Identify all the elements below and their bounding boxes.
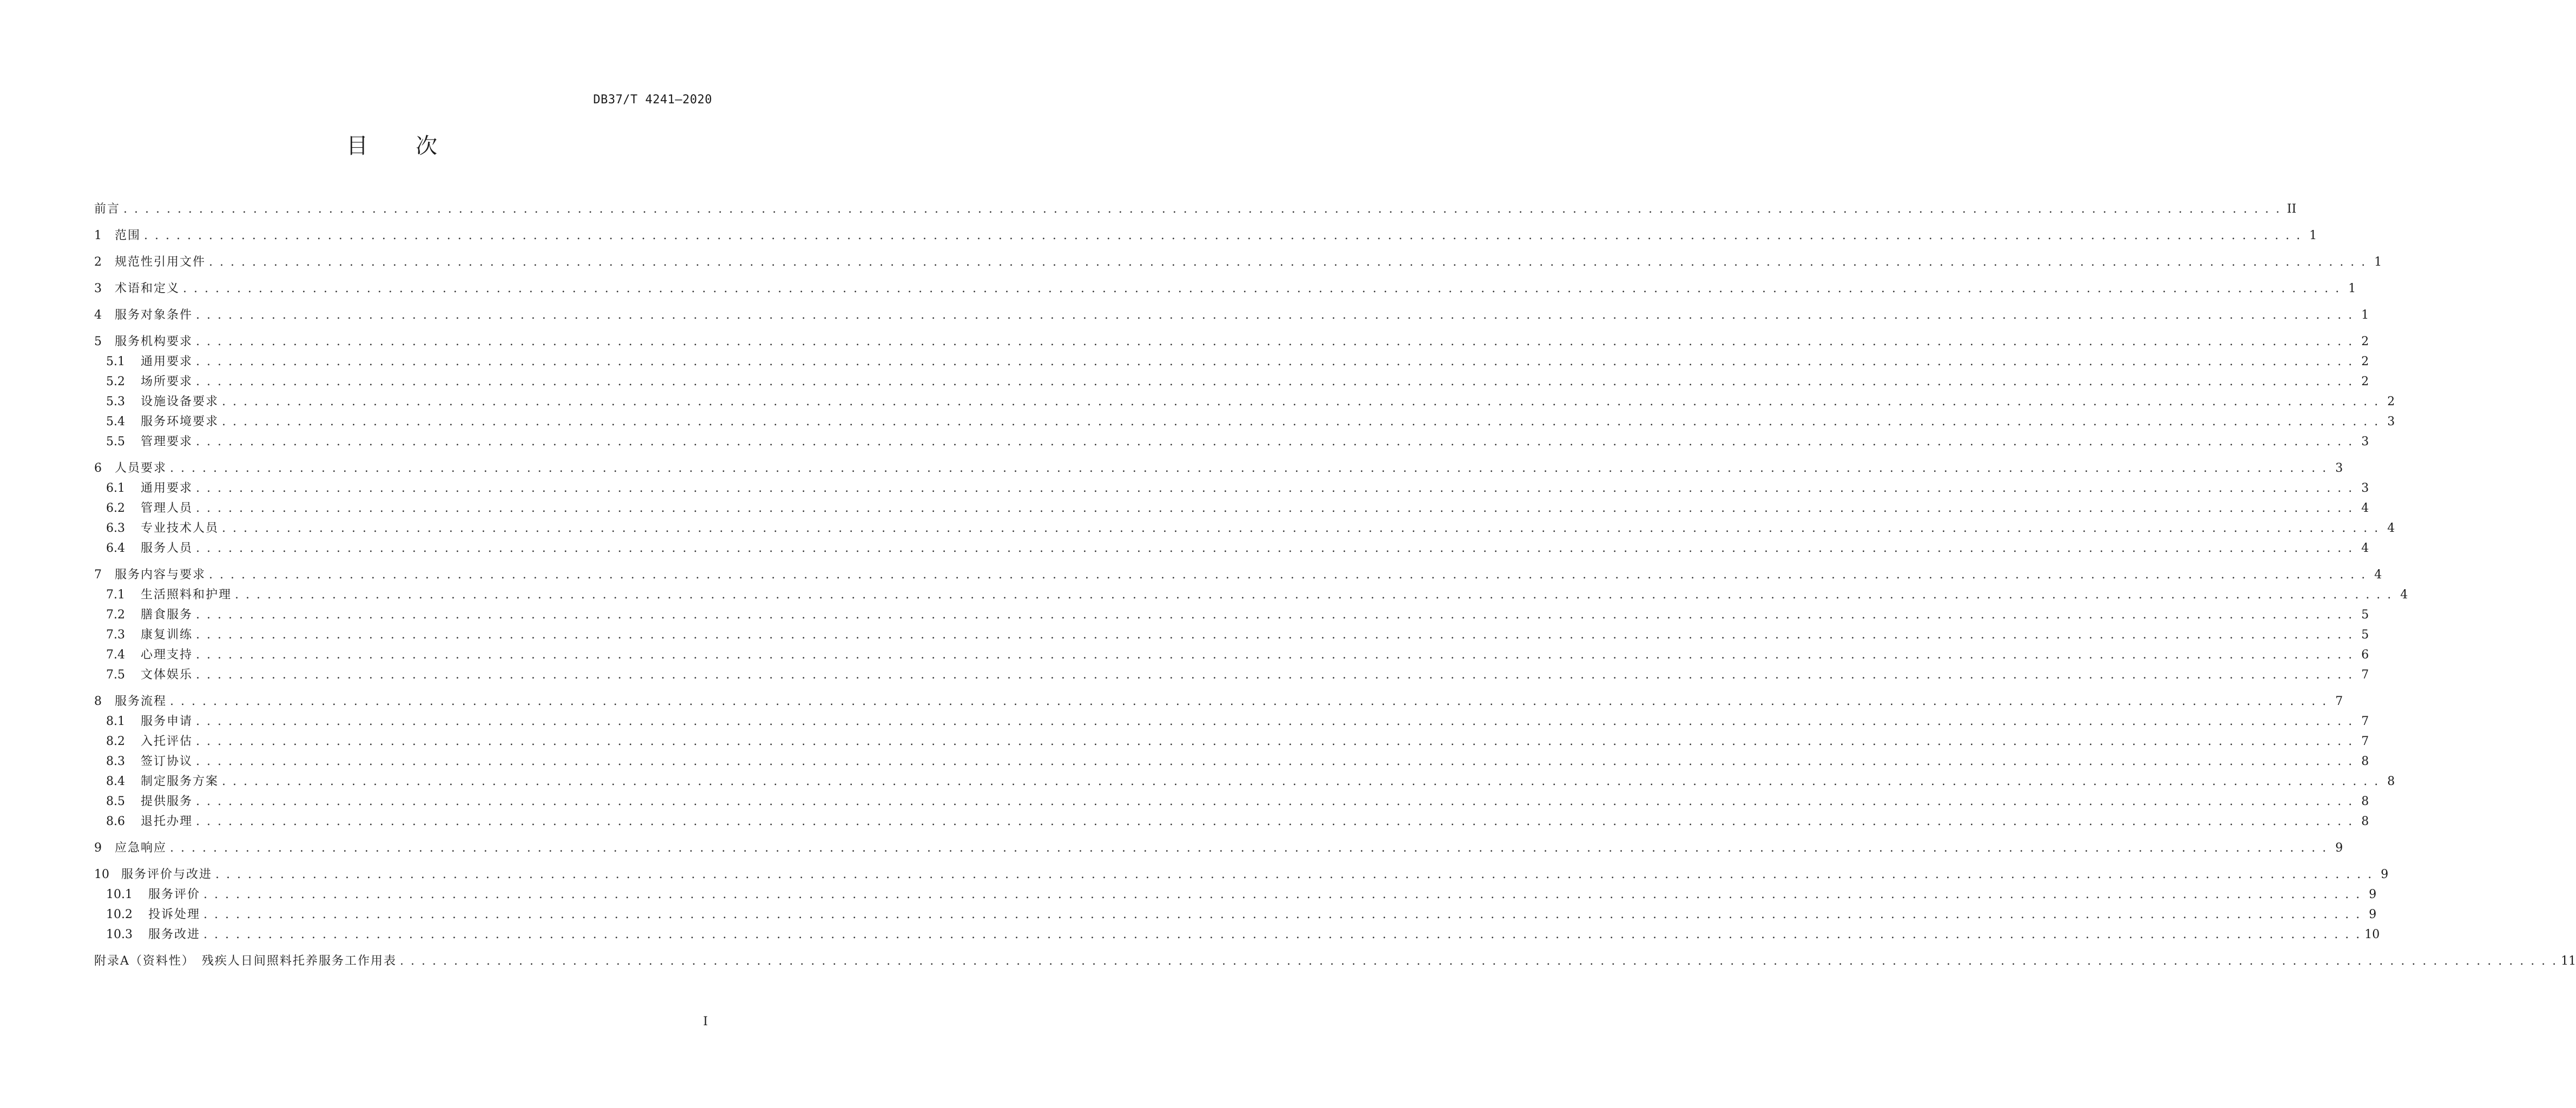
toc-entry-number: 8.1 [106,715,125,728]
toc-entry-label: 服务流程 [115,695,167,708]
toc-entry[interactable] [106,774,2395,790]
toc-entry-number: 8.2 [106,735,125,748]
toc-entry[interactable] [94,254,2382,271]
toc-entry-label: 设施设备要求 [141,395,219,408]
toc-dot-leader: . . . . . . . . . . . . . . . . . . . . . . . . . . . . . . . . . . . . . . . . . . . . . . . . . . . . . . . . . . . . . . . . . . . . . . . . . . . . . . . . . . . . . . . . . . . . . . . . . . . . . . . . . . . . . . . . . . . . . . . . . . . . . . . . . . . . . . . . . . . . . . . . . . . . . . . . . . . . . . . . . . . . . . . . . . . . . . . . . . . . . . . . . . . . . . . . . . . . . . . . [222,395,2380,408]
toc-dot-leader: . . . . . . . . . . . . . . . . . . . . . . . . . . . . . . . . . . . . . . . . . . . . . . . . . . . . . . . . . . . . . . . . . . . . . . . . . . . . . . . . . . . . . . . . . . . . . . . . . . . . . . . . . . . . . . . . . . . . . . . . . . . . . . . . . . . . . . . . . . . . . . . . . . . . . . . . . . . . . . . . . . . . . . . . . . . . . . . . . . . . . . . . . . . . . . . . . . . . . . . . [196,628,2354,642]
toc-entry[interactable] [106,607,2369,623]
toc-entry[interactable] [106,374,2369,390]
toc-entry-label: 康复训练 [141,628,193,642]
toc-dot-leader: . . . . . . . . . . . . . . . . . . . . . . . . . . . . . . . . . . . . . . . . . . . . . . . . . . . . . . . . . . . . . . . . . . . . . . . . . . . . . . . . . . . . . . . . . . . . . . . . . . . . . . . . . . . . . . . . . . . . . . . . . . . . . . . . . . . . . . . . . . . . . . . . . . . . . . . . . . . . . . . . . . . . . . . . . . . . . . . . . . . . . . . . . . . . . . . . . . . . . . . . [196,335,2354,348]
toc-entry-number: 7.2 [106,608,125,622]
toc-entry-page: 9 [2369,908,2377,921]
toc-entry-page: 4 [2361,502,2369,515]
toc-entry-number: 5.4 [106,415,125,428]
toc-entry-number: 4 [94,308,102,322]
toc-entry-number: 10 [94,868,109,881]
toc-entry[interactable] [106,354,2369,370]
toc-entry-page: 9 [2335,841,2343,855]
toc-entry-page: 4 [2361,542,2369,555]
toc-entry[interactable] [94,567,2382,583]
toc-entry-page: 2 [2361,335,2369,348]
title-char-1: 目 [346,134,368,159]
toc-entry[interactable] [106,927,2380,943]
page-number: I [703,1015,708,1028]
toc-entry-page: 9 [2369,888,2377,901]
toc-entry[interactable] [106,714,2369,730]
toc-entry-label: 签订协议 [141,755,193,768]
toc-entry[interactable] [106,754,2369,770]
toc-dot-leader: . . . . . . . . . . . . . . . . . . . . . . . . . . . . . . . . . . . . . . . . . . . . . . . . . . . . . . . . . . . . . . . . . . . . . . . . . . . . . . . . . . . . . . . . . . . . . . . . . . . . . . . . . . . . . . . . . . . . . . . . . . . . . . . . . . . . . . . . . . . . . . . . . . . . . . . . . . . . . . . . . . . . . . . . . . . . . . . . . . . . . . . . . . . . . . . . . . . . . . . . [203,908,2362,921]
toc-entry-page: 7 [2361,668,2369,682]
toc-entry[interactable] [106,480,2369,497]
toc-dot-leader: . . . . . . . . . . . . . . . . . . . . . . . . . . . . . . . . . . . . . . . . . . . . . . . . . . . . . . . . . . . . . . . . . . . . . . . . . . . . . . . . . . . . . . . . . . . . . . . . . . . . . . . . . . . . . . . . . . . . . . . . . . . . . . . . . . . . . . . . . . . . . . . . . . . . . . . . . . . . . . . . . . . . . . . . . . . . . . . . . . . . . . . . . . . . . . . . . . . . . . . . [123,202,2282,216]
toc-entry-page: 8 [2361,815,2369,828]
toc-entry-label: 文体娱乐 [141,668,193,682]
toc-entry-number: 6 [94,461,102,475]
toc-entry-label: 专业技术人员 [141,522,219,535]
toc-dot-leader: . . . . . . . . . . . . . . . . . . . . . . . . . . . . . . . . . . . . . . . . . . . . . . . . . . . . . . . . . . . . . . . . . . . . . . . . . . . . . . . . . . . . . . . . . . . . . . . . . . . . . . . . . . . . . . . . . . . . . . . . . . . . . . . . . . . . . . . . . . . . . . . . . . . . . . . . . . . . . . . . . . . . . . . . . . . . . . . . . . . . . . . . . . . . . . . . . . . . . . . . [196,355,2354,368]
toc-dot-leader: . . . . . . . . . . . . . . . . . . . . . . . . . . . . . . . . . . . . . . . . . . . . . . . . . . . . . . . . . . . . . . . . . . . . . . . . . . . . . . . . . . . . . . . . . . . . . . . . . . . . . . . . . . . . . . . . . . . . . . . . . . . . . . . . . . . . . . . . . . . . . . . . . . . . . . . . . . . . . . . . . . . . . . . . . . . . . . . . . . . . . . . . . . . . . . . . . . . . . . . . [222,775,2380,788]
toc-entry-label: 服务申请 [141,715,193,728]
toc-dot-leader: . . . . . . . . . . . . . . . . . . . . . . . . . . . . . . . . . . . . . . . . . . . . . . . . . . . . . . . . . . . . . . . . . . . . . . . . . . . . . . . . . . . . . . . . . . . . . . . . . . . . . . . . . . . . . . . . . . . . . . . . . . . . . . . . . . . . . . . . . . . . . . . . . . . . . . . . . . . . . . . . . . . . . . . . . . . . . . . . . . . . . . . . . . . . . . . . . . . . . . . . [196,755,2354,768]
toc-entry-number: 7 [94,568,102,582]
toc-entry[interactable] [106,500,2369,517]
toc-dot-leader: . . . . . . . . . . . . . . . . . . . . . . . . . . . . . . . . . . . . . . . . . . . . . . . . . . . . . . . . . . . . . . . . . . . . . . . . . . . . . . . . . . . . . . . . . . . . . . . . . . . . . . . . . . . . . . . . . . . . . . . . . . . . . . . . . . . . . . . . . . . . . . . . . . . . . . . . . . . . . . . . . . . . . . . . . . . . . . . . . . . . . . . . . . . . . . . . . . . . . . . . [196,735,2354,748]
toc-entry-label: 通用要求 [141,355,193,368]
toc-entry-page: 4 [2400,588,2408,602]
toc-entry-page: 7 [2335,695,2343,708]
toc-entry-number: 2 [94,255,102,269]
toc-entry-number: 10.1 [106,888,133,901]
toc-dot-leader: . . . . . . . . . . . . . . . . . . . . . . . . . . . . . . . . . . . . . . . . . . . . . . . . . . . . . . . . . . . . . . . . . . . . . . . . . . . . . . . . . . . . . . . . . . . . . . . . . . . . . . . . . . . . . . . . . . . . . . . . . . . . . . . . . . . . . . . . . . . . . . . . . . . . . . . . . . . . . . . . . . . . . . . . . . . . . . . . . . . . . . . . . . . . . . . . . . . . . . . . [196,715,2354,728]
toc-dot-leader: . . . . . . . . . . . . . . . . . . . . . . . . . . . . . . . . . . . . . . . . . . . . . . . . . . . . . . . . . . . . . . . . . . . . . . . . . . . . . . . . . . . . . . . . . . . . . . . . . . . . . . . . . . . . . . . . . . . . . . . . . . . . . . . . . . . . . . . . . . . . . . . . . . . . . . . . . . . . . . . . . . . . . . . . . . . . . . . . . . . . . . . . . . . . . . . . . . . . . . . . [170,841,2328,855]
toc-entry-number: 7.3 [106,628,125,642]
toc-entry-page: 8 [2387,775,2395,788]
toc-entry[interactable] [106,734,2369,750]
toc-dot-leader: . . . . . . . . . . . . . . . . . . . . . . . . . . . . . . . . . . . . . . . . . . . . . . . . . . . . . . . . . . . . . . . . . . . . . . . . . . . . . . . . . . . . . . . . . . . . . . . . . . . . . . . . . . . . . . . . . . . . . . . . . . . . . . . . . . . . . . . . . . . . . . . . . . . . . . . . . . . . . . . . . . . . . . . . . . . . . . . . . . . . . . . . . . . . . . . . . . . . . . . . [215,868,2374,881]
toc-dot-leader: . . . . . . . . . . . . . . . . . . . . . . . . . . . . . . . . . . . . . . . . . . . . . . . . . . . . . . . . . . . . . . . . . . . . . . . . . . . . . . . . . . . . . . . . . . . . . . . . . . . . . . . . . . . . . . . . . . . . . . . . . . . . . . . . . . . . . . . . . . . . . . . . . . . . . . . . . . . . . . . . . . . . . . . . . . . . . . . . . . . . . . . . . . . . . . . . . . . . . . . . [222,415,2380,428]
toc-entry-page: 6 [2361,648,2369,662]
toc-entry[interactable] [94,460,2343,477]
toc-entry[interactable] [106,627,2369,643]
toc-entry-number: 6.3 [106,522,125,535]
toc-dot-leader: . . . . . . . . . . . . . . . . . . . . . . . . . . . . . . . . . . . . . . . . . . . . . . . . . . . . . . . . . . . . . . . . . . . . . . . . . . . . . . . . . . . . . . . . . . . . . . . . . . . . . . . . . . . . . . . . . . . . . . . . . . . . . . . . . . . . . . . . . . . . . . . . . . . . . . . . . . . . . . . . . . . . . . . . . . . . . . . . . . . . . . . . . . . . . . . . . . . . . . . . [203,928,2362,941]
toc-entry-page: 3 [2361,435,2369,449]
toc-dot-leader: . . . . . . . . . . . . . . . . . . . . . . . . . . . . . . . . . . . . . . . . . . . . . . . . . . . . . . . . . . . . . . . . . . . . . . . . . . . . . . . . . . . . . . . . . . . . . . . . . . . . . . . . . . . . . . . . . . . . . . . . . . . . . . . . . . . . . . . . . . . . . . . . . . . . . . . . . . . . . . . . . . . . . . . . . . . . . . . . . . . . . . . . . . . . . . . . . . . . . . . . [196,375,2354,388]
toc-entry-number: 9 [94,841,102,855]
toc-entry-page: 3 [2361,482,2369,495]
toc-entry[interactable] [94,840,2343,856]
toc-entry-number: 8.3 [106,755,125,768]
toc-entry[interactable] [94,307,2369,324]
toc-entry[interactable] [106,394,2395,410]
toc-entry-label: 应急响应 [115,841,167,855]
toc-dot-leader: . . . . . . . . . . . . . . . . . . . . . . . . . . . . . . . . . . . . . . . . . . . . . . . . . . . . . . . . . . . . . . . . . . . . . . . . . . . . . . . . . . . . . . . . . . . . . . . . . . . . . . . . . . . . . . . . . . . . . . . . . . . . . . . . . . . . . . . . . . . . . . . . . . . . . . . . . . . . . . . . . . . . . . . . . . . . . . . . . . . . . . . . . . . . . . . . . . . . . . . . [170,461,2328,475]
toc-entry-page: 1 [2374,255,2382,269]
toc-entry-label: 附录A（资料性） 残疾人日间照料托养服务工作用表 [94,954,397,968]
page-title [0,129,784,160]
toc-dot-leader: . . . . . . . . . . . . . . . . . . . . . . . . . . . . . . . . . . . . . . . . . . . . . . . . . . . . . . . . . . . . . . . . . . . . . . . . . . . . . . . . . . . . . . . . . . . . . . . . . . . . . . . . . . . . . . . . . . . . . . . . . . . . . . . . . . . . . . . . . . . . . . . . . . . . . . . . . . . . . . . . . . . . . . . . . . . . . . . . . . . . . . . . . . . . . . . . . . . . . . . . [209,568,2367,582]
toc-entry-number: 5.5 [106,435,125,449]
toc-entry[interactable] [106,520,2395,537]
toc-entry-page: 2 [2361,375,2369,388]
toc-entry-page: 3 [2335,461,2343,475]
toc-entry-page: 10 [2364,928,2380,941]
toc-entry[interactable] [106,587,2408,603]
toc-entry-number: 5.3 [106,395,125,408]
toc-entry[interactable] [94,953,2576,970]
toc-entry-page: 11 [2561,954,2576,968]
title-char-2: 次 [416,134,437,159]
toc-entry-page: 2 [2361,355,2369,368]
toc-entry-number: 7.1 [106,588,125,602]
toc-entry-label: 制定服务方案 [141,775,219,788]
toc-entry-number: 10.3 [106,928,133,941]
toc-entry-number: 8.5 [106,795,125,808]
toc-entry-number: 8.4 [106,775,125,788]
toc-entry-label: 服务环境要求 [141,415,219,428]
toc-entry-number: 10.2 [106,908,133,921]
document-code: DB37/T 4241—2020 [593,93,712,107]
toc-entry-page: 1 [2348,282,2356,295]
toc-entry-page: II [2286,202,2297,216]
toc-entry[interactable] [106,794,2369,810]
toc-entry-number: 6.2 [106,502,125,515]
toc-entry-number: 6.4 [106,542,125,555]
toc-entry-page: 5 [2361,628,2369,642]
toc-entry-page: 2 [2387,395,2395,408]
toc-entry-label: 服务改进 [148,928,201,941]
toc-entry-number: 5.2 [106,375,125,388]
toc-entry-page: 8 [2361,795,2369,808]
toc-dot-leader: . . . . . . . . . . . . . . . . . . . . . . . . . . . . . . . . . . . . . . . . . . . . . . . . . . . . . . . . . . . . . . . . . . . . . . . . . . . . . . . . . . . . . . . . . . . . . . . . . . . . . . . . . . . . . . . . . . . . . . . . . . . . . . . . . . . . . . . . . . . . . . . . . . . . . . . . . . . . . . . . . . . . . . . . . . . . . . . . . . . . . . . . . . . . . . . . . . . . . . . . [196,608,2354,622]
toc-entry-number: 8.6 [106,815,125,828]
toc-dot-leader: . . . . . . . . . . . . . . . . . . . . . . . . . . . . . . . . . . . . . . . . . . . . . . . . . . . . . . . . . . . . . . . . . . . . . . . . . . . . . . . . . . . . . . . . . . . . . . . . . . . . . . . . . . . . . . . . . . . . . . . . . . . . . . . . . . . . . . . . . . . . . . . . . . . . . . . . . . . . . . . . . . . . . . . . . . . . . . . . . . . . . . . . . . . . . . . . . . . . . . . . [196,648,2354,662]
toc-entry[interactable] [106,887,2377,903]
toc-dot-leader: . . . . . . . . . . . . . . . . . . . . . . . . . . . . . . . . . . . . . . . . . . . . . . . . . . . . . . . . . . . . . . . . . . . . . . . . . . . . . . . . . . . . . . . . . . . . . . . . . . . . . . . . . . . . . . . . . . . . . . . . . . . . . . . . . . . . . . . . . . . . . . . . . . . . . . . . . . . . . . . . . . . . . . . . . . . . . . . . . . . . . . . . . . . . . . . . . . . . . . . . [203,888,2362,901]
toc-entry-page: 3 [2387,415,2395,428]
toc-entry[interactable] [106,814,2369,830]
toc-entry-label: 服务对象条件 [115,308,193,322]
toc-entry-label: 场所要求 [141,375,193,388]
toc-entry-page: 5 [2361,608,2369,622]
toc-entry-page: 7 [2361,735,2369,748]
toc-entry-number: 8 [94,695,102,708]
toc-entry-label: 前言 [94,202,121,216]
toc-dot-leader: . . . . . . . . . . . . . . . . . . . . . . . . . . . . . . . . . . . . . . . . . . . . . . . . . . . . . . . . . . . . . . . . . . . . . . . . . . . . . . . . . . . . . . . . . . . . . . . . . . . . . . . . . . . . . . . . . . . . . . . . . . . . . . . . . . . . . . . . . . . . . . . . . . . . . . . . . . . . . . . . . . . . . . . . . . . . . . . . . . . . . . . . . . . . . . . . . . . . . . . . [170,695,2328,708]
toc-entry-number: 3 [94,282,102,295]
toc-entry-label: 生活照料和护理 [141,588,232,602]
toc-entry-label: 人员要求 [115,461,167,475]
toc-entry-label: 管理要求 [141,435,193,449]
toc-entry[interactable] [106,414,2395,430]
toc-entry-label: 通用要求 [141,482,193,495]
toc-entry-number: 7.5 [106,668,125,682]
toc-entry[interactable] [94,694,2343,710]
toc-entry-label: 服务评价与改进 [121,868,213,881]
toc-entry-page: 4 [2374,568,2382,582]
toc-entry-label: 入托评估 [141,735,193,748]
toc-entry-label: 退托办理 [141,815,193,828]
toc-dot-leader: . . . . . . . . . . . . . . . . . . . . . . . . . . . . . . . . . . . . . . . . . . . . . . . . . . . . . . . . . . . . . . . . . . . . . . . . . . . . . . . . . . . . . . . . . . . . . . . . . . . . . . . . . . . . . . . . . . . . . . . . . . . . . . . . . . . . . . . . . . . . . . . . . . . . . . . . . . . . . . . . . . . . . . . . . . . . . . . . . . . . . . . . . . . . . . . . . . . . . . . . [183,282,2341,295]
toc-entry-label: 服务评价 [148,888,201,901]
toc-entry-label: 规范性引用文件 [115,255,206,269]
toc-entry-label: 服务机构要求 [115,335,193,348]
toc-entry-page: 7 [2361,715,2369,728]
toc-dot-leader: . . . . . . . . . . . . . . . . . . . . . . . . . . . . . . . . . . . . . . . . . . . . . . . . . . . . . . . . . . . . . . . . . . . . . . . . . . . . . . . . . . . . . . . . . . . . . . . . . . . . . . . . . . . . . . . . . . . . . . . . . . . . . . . . . . . . . . . . . . . . . . . . . . . . . . . . . . . . . . . . . . . . . . . . . . . . . . . . . . . . . . . . . . . . . . . . . . . . . . . . [209,255,2367,269]
toc-dot-leader: . . . . . . . . . . . . . . . . . . . . . . . . . . . . . . . . . . . . . . . . . . . . . . . . . . . . . . . . . . . . . . . . . . . . . . . . . . . . . . . . . . . . . . . . . . . . . . . . . . . . . . . . . . . . . . . . . . . . . . . . . . . . . . . . . . . . . . . . . . . . . . . . . . . . . . . . . . . . . . . . . . . . . . . . . . . . . . . . . . . . . . . . . . . . . . . . . . . . . . . . [399,954,2558,968]
toc-dot-leader: . . . . . . . . . . . . . . . . . . . . . . . . . . . . . . . . . . . . . . . . . . . . . . . . . . . . . . . . . . . . . . . . . . . . . . . . . . . . . . . . . . . . . . . . . . . . . . . . . . . . . . . . . . . . . . . . . . . . . . . . . . . . . . . . . . . . . . . . . . . . . . . . . . . . . . . . . . . . . . . . . . . . . . . . . . . . . . . . . . . . . . . . . . . . . . . . . . . . . . . . [196,542,2354,555]
toc-entry-label: 服务内容与要求 [115,568,206,582]
toc-entry[interactable] [94,228,2317,244]
toc-entry-label: 投诉处理 [148,908,201,921]
toc-entry-page: 9 [2381,868,2389,881]
toc-dot-leader: . . . . . . . . . . . . . . . . . . . . . . . . . . . . . . . . . . . . . . . . . . . . . . . . . . . . . . . . . . . . . . . . . . . . . . . . . . . . . . . . . . . . . . . . . . . . . . . . . . . . . . . . . . . . . . . . . . . . . . . . . . . . . . . . . . . . . . . . . . . . . . . . . . . . . . . . . . . . . . . . . . . . . . . . . . . . . . . . . . . . . . . . . . . . . . . . . . . . . . . . [196,308,2354,322]
toc-entry[interactable] [94,867,2389,883]
toc-entry[interactable] [94,334,2369,350]
toc-entry-number: 1 [94,229,102,242]
toc-entry-label: 服务人员 [141,542,193,555]
toc-entry-label: 术语和定义 [115,282,180,295]
toc-entry[interactable] [106,647,2369,663]
toc-entry[interactable] [106,434,2369,450]
toc-dot-leader: . . . . . . . . . . . . . . . . . . . . . . . . . . . . . . . . . . . . . . . . . . . . . . . . . . . . . . . . . . . . . . . . . . . . . . . . . . . . . . . . . . . . . . . . . . . . . . . . . . . . . . . . . . . . . . . . . . . . . . . . . . . . . . . . . . . . . . . . . . . . . . . . . . . . . . . . . . . . . . . . . . . . . . . . . . . . . . . . . . . . . . . . . . . . . . . . . . . . . . . . [222,522,2380,535]
toc-entry-label: 心理支持 [141,648,193,662]
toc-entry-label: 提供服务 [141,795,193,808]
toc-dot-leader: . . . . . . . . . . . . . . . . . . . . . . . . . . . . . . . . . . . . . . . . . . . . . . . . . . . . . . . . . . . . . . . . . . . . . . . . . . . . . . . . . . . . . . . . . . . . . . . . . . . . . . . . . . . . . . . . . . . . . . . . . . . . . . . . . . . . . . . . . . . . . . . . . . . . . . . . . . . . . . . . . . . . . . . . . . . . . . . . . . . . . . . . . . . . . . . . . . . . . . . . [196,795,2354,808]
toc-dot-leader: . . . . . . . . . . . . . . . . . . . . . . . . . . . . . . . . . . . . . . . . . . . . . . . . . . . . . . . . . . . . . . . . . . . . . . . . . . . . . . . . . . . . . . . . . . . . . . . . . . . . . . . . . . . . . . . . . . . . . . . . . . . . . . . . . . . . . . . . . . . . . . . . . . . . . . . . . . . . . . . . . . . . . . . . . . . . . . . . . . . . . . . . . . . . . . . . . . . . . . . . [196,668,2354,682]
toc-entry-page: 8 [2361,755,2369,768]
toc-entry-label: 范围 [115,229,141,242]
toc-entry-page: 1 [2309,229,2317,242]
toc-entry[interactable] [106,907,2377,923]
toc-entry-label: 管理人员 [141,502,193,515]
toc-dot-leader: . . . . . . . . . . . . . . . . . . . . . . . . . . . . . . . . . . . . . . . . . . . . . . . . . . . . . . . . . . . . . . . . . . . . . . . . . . . . . . . . . . . . . . . . . . . . . . . . . . . . . . . . . . . . . . . . . . . . . . . . . . . . . . . . . . . . . . . . . . . . . . . . . . . . . . . . . . . . . . . . . . . . . . . . . . . . . . . . . . . . . . . . . . . . . . . . . . . . . . . . [144,229,2302,242]
toc-entry-number: 6.1 [106,482,125,495]
toc-dot-leader: . . . . . . . . . . . . . . . . . . . . . . . . . . . . . . . . . . . . . . . . . . . . . . . . . . . . . . . . . . . . . . . . . . . . . . . . . . . . . . . . . . . . . . . . . . . . . . . . . . . . . . . . . . . . . . . . . . . . . . . . . . . . . . . . . . . . . . . . . . . . . . . . . . . . . . . . . . . . . . . . . . . . . . . . . . . . . . . . . . . . . . . . . . . . . . . . . . . . . . . . [196,435,2354,449]
toc-entry-page: 4 [2387,522,2395,535]
toc-entry-number: 5 [94,335,102,348]
toc-entry[interactable] [106,540,2369,557]
toc-entry-page: 1 [2361,308,2369,322]
toc-entry[interactable] [106,667,2369,683]
toc-dot-leader: . . . . . . . . . . . . . . . . . . . . . . . . . . . . . . . . . . . . . . . . . . . . . . . . . . . . . . . . . . . . . . . . . . . . . . . . . . . . . . . . . . . . . . . . . . . . . . . . . . . . . . . . . . . . . . . . . . . . . . . . . . . . . . . . . . . . . . . . . . . . . . . . . . . . . . . . . . . . . . . . . . . . . . . . . . . . . . . . . . . . . . . . . . . . . . . . . . . . . . . . [235,588,2393,602]
toc-entry-number: 7.4 [106,648,125,662]
toc-dot-leader: . . . . . . . . . . . . . . . . . . . . . . . . . . . . . . . . . . . . . . . . . . . . . . . . . . . . . . . . . . . . . . . . . . . . . . . . . . . . . . . . . . . . . . . . . . . . . . . . . . . . . . . . . . . . . . . . . . . . . . . . . . . . . . . . . . . . . . . . . . . . . . . . . . . . . . . . . . . . . . . . . . . . . . . . . . . . . . . . . . . . . . . . . . . . . . . . . . . . . . . . [196,502,2354,515]
toc-dot-leader: . . . . . . . . . . . . . . . . . . . . . . . . . . . . . . . . . . . . . . . . . . . . . . . . . . . . . . . . . . . . . . . . . . . . . . . . . . . . . . . . . . . . . . . . . . . . . . . . . . . . . . . . . . . . . . . . . . . . . . . . . . . . . . . . . . . . . . . . . . . . . . . . . . . . . . . . . . . . . . . . . . . . . . . . . . . . . . . . . . . . . . . . . . . . . . . . . . . . . . . . [196,815,2354,828]
toc-entry[interactable] [94,201,2297,217]
toc-entry[interactable] [94,281,2356,297]
toc-entry-label: 膳食服务 [141,608,193,622]
toc-dot-leader: . . . . . . . . . . . . . . . . . . . . . . . . . . . . . . . . . . . . . . . . . . . . . . . . . . . . . . . . . . . . . . . . . . . . . . . . . . . . . . . . . . . . . . . . . . . . . . . . . . . . . . . . . . . . . . . . . . . . . . . . . . . . . . . . . . . . . . . . . . . . . . . . . . . . . . . . . . . . . . . . . . . . . . . . . . . . . . . . . . . . . . . . . . . . . . . . . . . . . . . . [196,482,2354,495]
toc-entry-number: 5.1 [106,355,125,368]
